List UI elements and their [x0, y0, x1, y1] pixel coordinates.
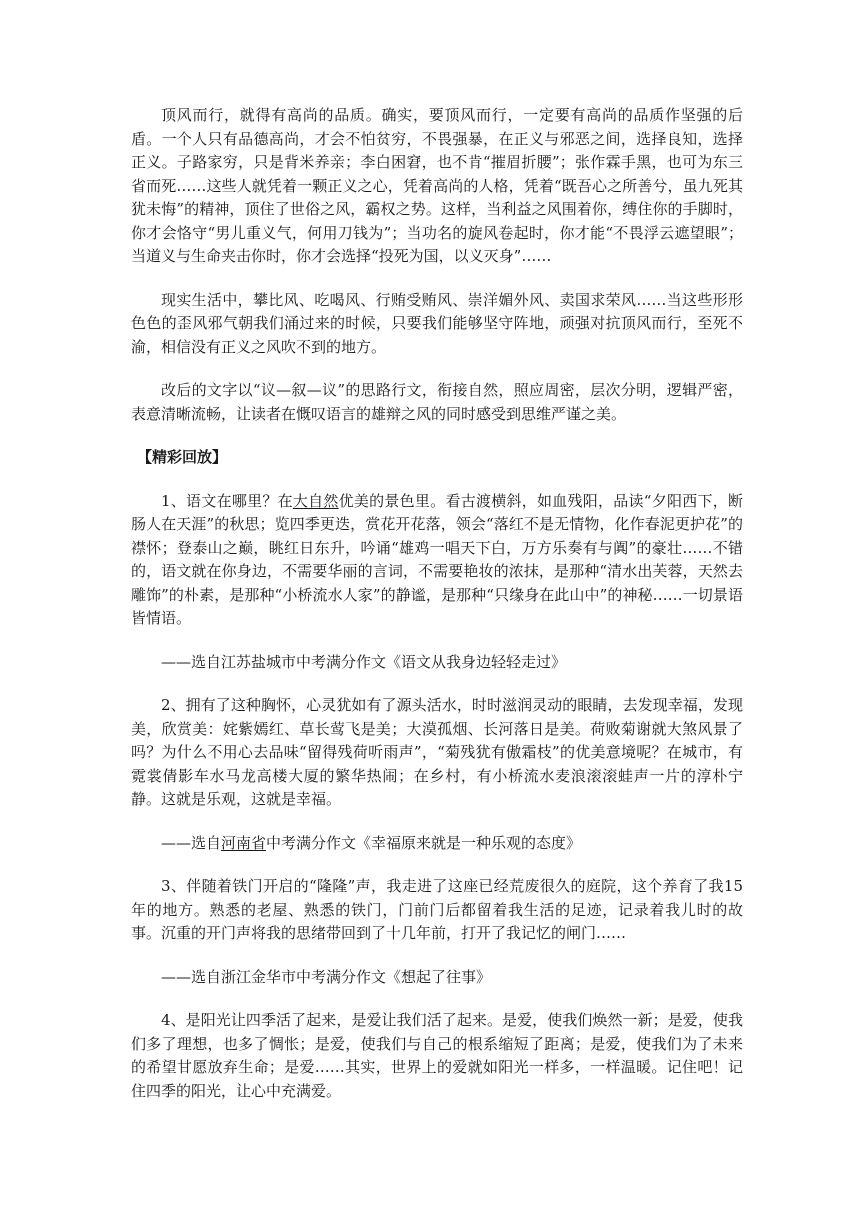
source-2-rest: 中考满分作文《幸福原来就是一种乐观的态度》: [266, 833, 582, 852]
excerpt-1-rest: 优美的景色里。看古渡横斜，如血残阳，品读“夕阳西下，断肠人在天涯”的秋思；览四季更迭，赏花开花落，领会“落红不是无情物，化作春泥更护花”的襟怀；登泰山之巅，眺红日东升，吟诵“雄鸡一唱天下白，万方乐奏有与阗”的豪壮……不错的，语文就在你身边，不需要华丽的言词，不需要艳妆的浓抹，是那种“清水出芙蓉，天然去雕饰”的朴素，是那种“小桥流水人家”的静谧，是那种“只缘身在此山中”的神秘……一切景语皆情语。: [131, 491, 743, 627]
paragraph-reality: 现实生活中，攀比风、吃喝风、行贿受贿风、崇洋媚外风、卖国求荣风……当这些形形色色的歪风邪气朝我们涌过来的时候，只要我们能够坚守阵地，顽强对抗顶风而行，至死不渝，相信没有正义之风吹不到的地方。: [131, 290, 743, 356]
excerpt-1-underlined: 大自然: [292, 491, 339, 510]
document-page: [131, 104, 743, 1103]
source-3: ——选自浙江金华市中考满分作文《想起了往事》: [161, 967, 492, 986]
section-heading: 【精彩回放】: [137, 448, 228, 466]
excerpt-2: 2、拥有了这种胸怀，心灵犹如有了源头活水，时时滋润灵动的眼睛，去发现幸福，发现美，欣赏美：姹紫嫣红、草长莺飞是美；大漠孤烟、长河落日是美。荷败菊谢就大煞风景了吗？为什么不用心去品味“留得残荷听雨声”，“菊残犹有傲霜枝”的优美意境呢？在城市，有霓裳倩影车水马龙高楼大厦的繁华热闹；在乡村，有小桥流水麦浪滚滚蛙声一片的淳朴宁静。这就是乐观，这就是幸福。: [131, 696, 743, 808]
source-1: ——选自江苏盐城市中考满分作文《语文从我身边轻轻走过》: [161, 652, 567, 671]
excerpt-3: 3、伴随着铁门开启的“隆隆”声，我走进了这座已经荒废很久的庭院，这个养育了我15年的地方。熟悉的老屋、熟悉的铁门，门前门后都留着我生活的足迹，记录着我儿时的故事。沉重的开门声将我的思绪带回到了十几年前，打开了我记忆的闸门……: [131, 877, 743, 942]
excerpt-4: 4、是阳光让四季活了起来，是爱让我们活了起来。是爱，使我们焕然一新；是爱，使我们多了理想，也多了惆怅；是爱，使我们与自己的根系缩短了距离；是爱，使我们为了未来的希望甘愿放弃生命；是爱……其实，世界上的爱就如阳光一样多，一样温暖。记住吧！记住四季的阳光，让心中充满爱。: [131, 1011, 743, 1100]
excerpt-1: [131, 490, 743, 631]
paragraph-commentary: 改后的文字以“议—叙—议”的思路行文，衔接自然，照应周密，层次分明，逻辑严密，表意清晰流畅，让读者在慨叹语言的雄辩之风的同时感受到思维严谨之美。: [131, 381, 743, 423]
excerpt-1-start: 1、语文在哪里？在: [161, 491, 293, 510]
paragraph-headwind: 顶风而行，就得有高尚的品质。确实，要顶风而行，一定要有高尚的品质作坚强的后盾。一个人只有品德高尚，才会不怕贫穷，不畏强暴，在正义与邪恶之间，选择良知，选择正义。子路家穷，只是背米养亲；李白困窘，也不肯“摧眉折腰”；张作霖手黑，也可为东三省而死……这些人就凭着一颗正义之心，凭着高尚的人格，凭着“既吾心之所善兮，虽九死其犹未悔”的精神，顶住了世俗之风，霸权之势。这样，当利益之风围着你，缚住你的手脚时，你才会恪守“男儿重义气，何用刀钱为”；当功名的旋风卷起时，你才能“不畏浮云遮望眼”；当道义与生命夹击你时，你才会选择“投死为国，以义灭身”……: [131, 106, 743, 265]
source-2: [131, 832, 743, 856]
source-2-start: ——选自: [161, 833, 222, 852]
source-2-underlined: 河南省: [221, 833, 267, 852]
